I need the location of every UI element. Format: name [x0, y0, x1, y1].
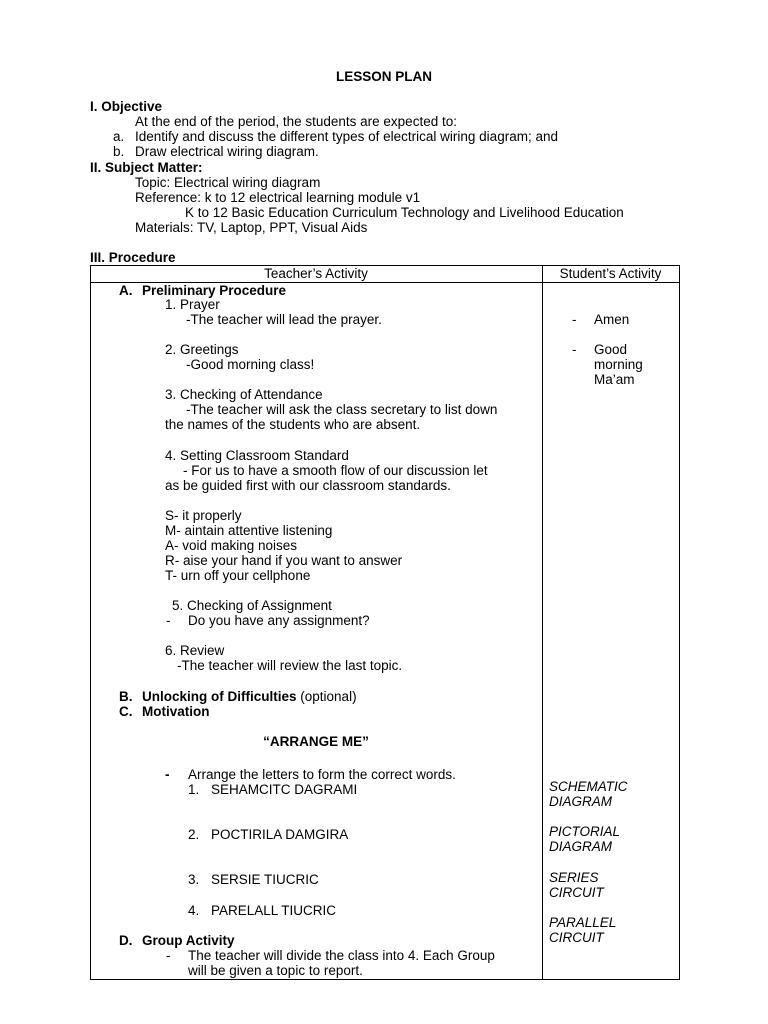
objective-heading: I. Objective	[90, 99, 163, 114]
group-line-2: will be given a topic to report.	[188, 963, 363, 978]
subject-topic: Topic: Electrical wiring diagram	[135, 175, 321, 190]
assignment-title: 5. Checking of Assignment	[172, 598, 332, 613]
student-amen-dash: -	[572, 312, 577, 327]
subject-materials: Materials: TV, Laptop, PPT, Visual Aids	[135, 220, 368, 235]
attendance-line-1: -The teacher will ask the class secretary to list down	[186, 402, 498, 417]
arrange-word-4: PARELALL TIUCRIC	[211, 903, 337, 918]
arrange-word-3: SERSIE TIUCRIC	[211, 872, 319, 887]
standard-m: M- aintain attentive listening	[165, 523, 333, 538]
arrange-num-4: 4.	[188, 903, 200, 918]
student-answer-1-line-1: SCHEMATIC	[549, 779, 628, 794]
teacher-activity-header: Teacher’s Activity	[264, 266, 368, 281]
section-b-marker: B.	[119, 689, 133, 704]
assignment-text: Do you have any assignment?	[188, 613, 370, 628]
section-a-label: Preliminary Procedure	[142, 283, 287, 298]
review-text: -The teacher will review the last topic.	[177, 658, 403, 673]
student-answer-2-line-1: PICTORIAL	[549, 824, 621, 839]
arrange-word-1: SEHAMCITC DAGRAMI	[211, 782, 358, 797]
section-b-note: (optional)	[300, 689, 357, 704]
arrange-instruction: Arrange the letters to form the correct words.	[188, 767, 456, 782]
subject-reference-2: K to 12 Basic Education Curriculum Technology and Livelihood Education	[185, 205, 624, 220]
objective-marker-b: b.	[113, 144, 125, 159]
subject-reference: Reference: k to 12 electrical learning module v1	[135, 190, 421, 205]
objective-item-a: Identify and discuss the different types of electrical wiring diagram; and	[135, 129, 558, 144]
arrange-word-2: POCTIRILA DAMGIRA	[211, 827, 349, 842]
table-bottom-border	[90, 979, 680, 980]
objective-marker-a: a.	[113, 129, 125, 144]
student-answer-4-line-2: CIRCUIT	[549, 930, 604, 945]
standard-t: T- urn off your cellphone	[165, 568, 311, 583]
standard-line-2: as be guided first with our classroom standards.	[165, 478, 451, 493]
subject-matter-heading: II. Subject Matter:	[90, 160, 203, 175]
arrange-dash: -	[165, 767, 170, 782]
section-a-marker: A.	[119, 283, 133, 298]
page-title: LESSON PLAN	[335, 69, 432, 84]
game-title: “ARRANGE ME”	[263, 734, 369, 749]
section-c-label: Motivation	[142, 704, 210, 719]
assignment-dash: -	[166, 613, 171, 628]
standard-line-1: - For us to have a smooth flow of our discussion let	[183, 463, 488, 478]
student-answer-2-line-2: DIAGRAM	[549, 839, 613, 854]
prayer-text: -The teacher will lead the prayer.	[186, 312, 382, 327]
arrange-num-1: 1.	[188, 782, 200, 797]
arrange-num-3: 3.	[188, 872, 200, 887]
attendance-line-2: the names of the students who are absent.	[165, 417, 421, 432]
section-c-marker: C.	[119, 704, 133, 719]
review-title: 6. Review	[165, 643, 225, 658]
standard-title: 4. Setting Classroom Standard	[165, 448, 349, 463]
student-answer-3-line-2: CIRCUIT	[549, 885, 604, 900]
standard-s: S- it properly	[165, 508, 242, 523]
group-dash: -	[166, 948, 171, 963]
student-activity-header: Student’s Activity	[559, 266, 662, 281]
table-column-divider	[542, 265, 543, 980]
section-d-marker: D.	[119, 933, 133, 948]
student-amen: Amen	[594, 312, 630, 327]
objective-intro: At the end of the period, the students are expected to:	[135, 114, 457, 129]
objective-item-b: Draw electrical wiring diagram.	[135, 144, 319, 159]
prayer-title: 1. Prayer	[165, 297, 220, 312]
section-d-label: Group Activity	[142, 933, 235, 948]
attendance-title: 3. Checking of Attendance	[165, 387, 323, 402]
student-answer-1-line-2: DIAGRAM	[549, 794, 613, 809]
greetings-text: -Good morning class!	[186, 357, 315, 372]
table-right-border	[679, 265, 680, 980]
greetings-title: 2. Greetings	[165, 342, 239, 357]
group-line-1: The teacher will divide the class into 4. Each Group	[188, 948, 495, 963]
table-left-border	[90, 265, 91, 980]
student-greet-1: Good	[594, 342, 628, 357]
student-greet-2: morning	[594, 357, 643, 372]
section-b-label: Unlocking of Difficulties	[142, 689, 297, 704]
arrange-num-2: 2.	[188, 827, 200, 842]
student-greet-3: Ma’am	[594, 372, 635, 387]
student-answer-4-line-1: PARALLEL	[549, 915, 617, 930]
student-answer-3-line-1: SERIES	[549, 870, 599, 885]
student-greet-dash: -	[572, 342, 577, 357]
section-b-line	[142, 689, 357, 704]
procedure-heading: III. Procedure	[90, 250, 176, 265]
standard-r: R- aise your hand if you want to answer	[165, 553, 403, 568]
standard-a: A- void making noises	[165, 538, 298, 553]
